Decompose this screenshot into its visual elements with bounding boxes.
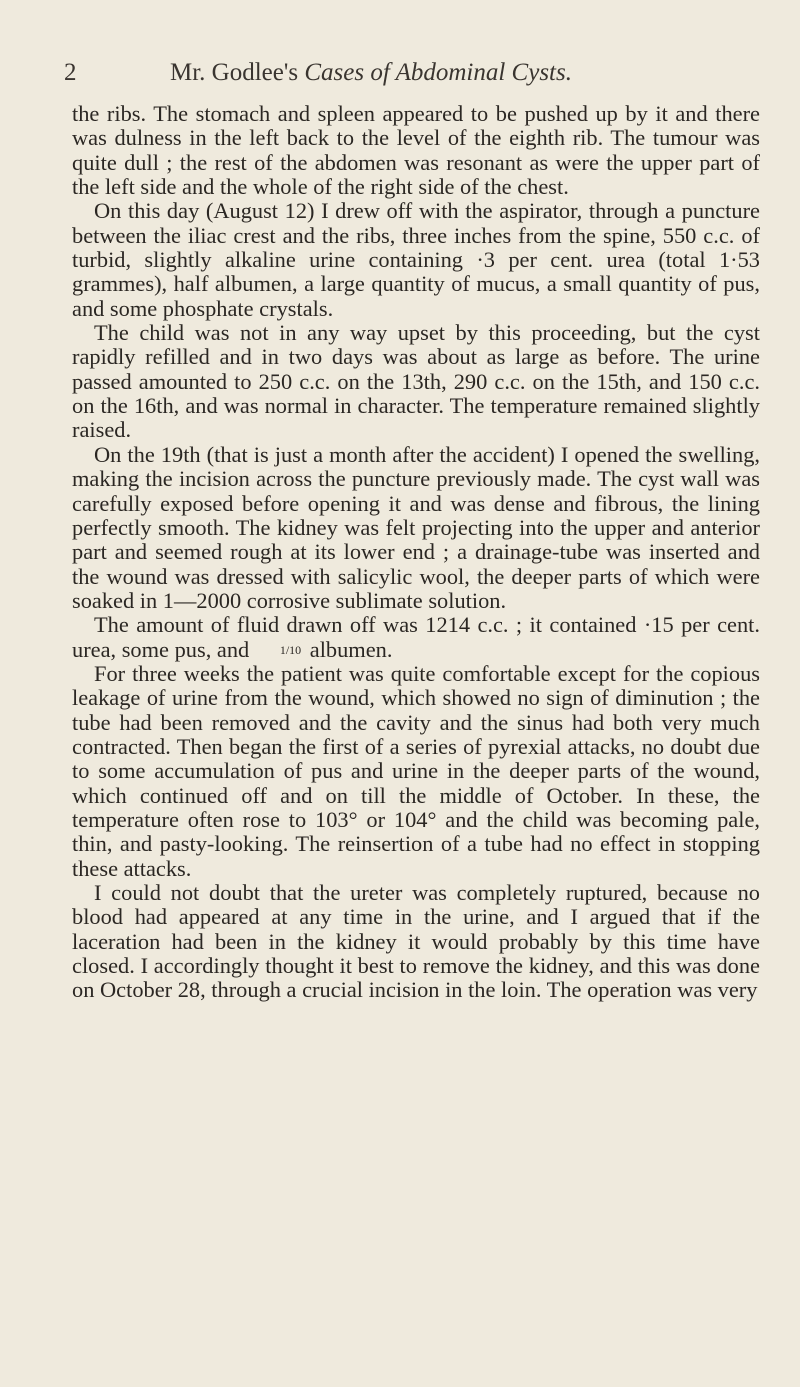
running-title-italic: Cases of Abdominal Cysts. (304, 59, 572, 86)
fraction-one-tenth: 1/10 (279, 642, 302, 657)
page-number: 2 (64, 59, 77, 86)
paragraph-aspiration: On this day (August 12) I drew off with the aspirator, through a puncture between the iliac crest and the ribs, three inches from the spine, 550 c.c. of turbid, slightly alkaline urine containing ·3 per cent. urea (total 1·53 grammes), half albumen, a large quantity of mucus, a small quantity of pus, and some phosphate crystals. (72, 198, 760, 321)
fluid-text-after: albumen. (304, 636, 393, 662)
running-title (170, 58, 572, 88)
paragraph-refill: The child was not in any way upset by this proceeding, but the cyst rapidly refilled and in two days was about as large as before. The urine passed amounted to 250 c.c. on the 13th, 290 c.c. on the 15th, and 150 c.c. on the 16th, and was normal in character. The temperature remained slightly raised. (72, 320, 760, 443)
paragraph-incision: On the 19th (that is just a month after the accident) I opened the swelling, making the incision across the puncture previously made. The cyst wall was carefully exposed before opening it and was dense and fibrous, the lining perfectly smooth. The kidney was felt projecting into the upper and anterior part and seemed rough at its lower end ; a drainage-tube was inserted and the wound was dressed with salicylic wool, the deeper parts of which were soaked in 1—2000 corrosive sublimate solution. (72, 441, 760, 613)
fluid-text-before: The amount of fluid drawn off was 1214 c.c. ; it contained ·15 per cent. urea, some pus, and (72, 612, 760, 662)
running-title-author: Mr. Godlee's (170, 59, 305, 86)
paragraph-fluid (72, 613, 760, 662)
paragraph-continued: the ribs. The stomach and spleen appeared to be pushed up by it and there was dulness in the left back to the level of the eighth rib. The tumour was quite dull ; the rest of the abdomen was resonant as were the upper part of the left side and the whole of the right side of the chest. (72, 101, 760, 200)
paragraph-nephrectomy: I could not doubt that the ureter was completely ruptured, because no blood had appeared at any time in the urine, and I argued that if the laceration had been in the kidney it would probably by this time have closed. I accordingly thought it best to remove the kidney, and this was done on October 28, through a crucial incision in the loin. The operation was very (72, 880, 760, 1003)
paragraph-pyrexia: For three weeks the patient was quite comfortable except for the copious leakage of urine from the wound, which showed no sign of diminution ; the tube had been removed and the cavity and the sinus had both very much contracted. Then began the first of a series of pyrexial attacks, no doubt due to some accumulation of pus and urine in the deeper parts of the wound, which continued off and on till the middle of October. In these, the temperature often rose to 103° or 104° and the child was becoming pale, thin, and pasty-looking. The reinsertion of a tube had no effect in stopping these attacks. (72, 660, 760, 881)
body-text (72, 102, 760, 1003)
running-head (64, 58, 760, 102)
